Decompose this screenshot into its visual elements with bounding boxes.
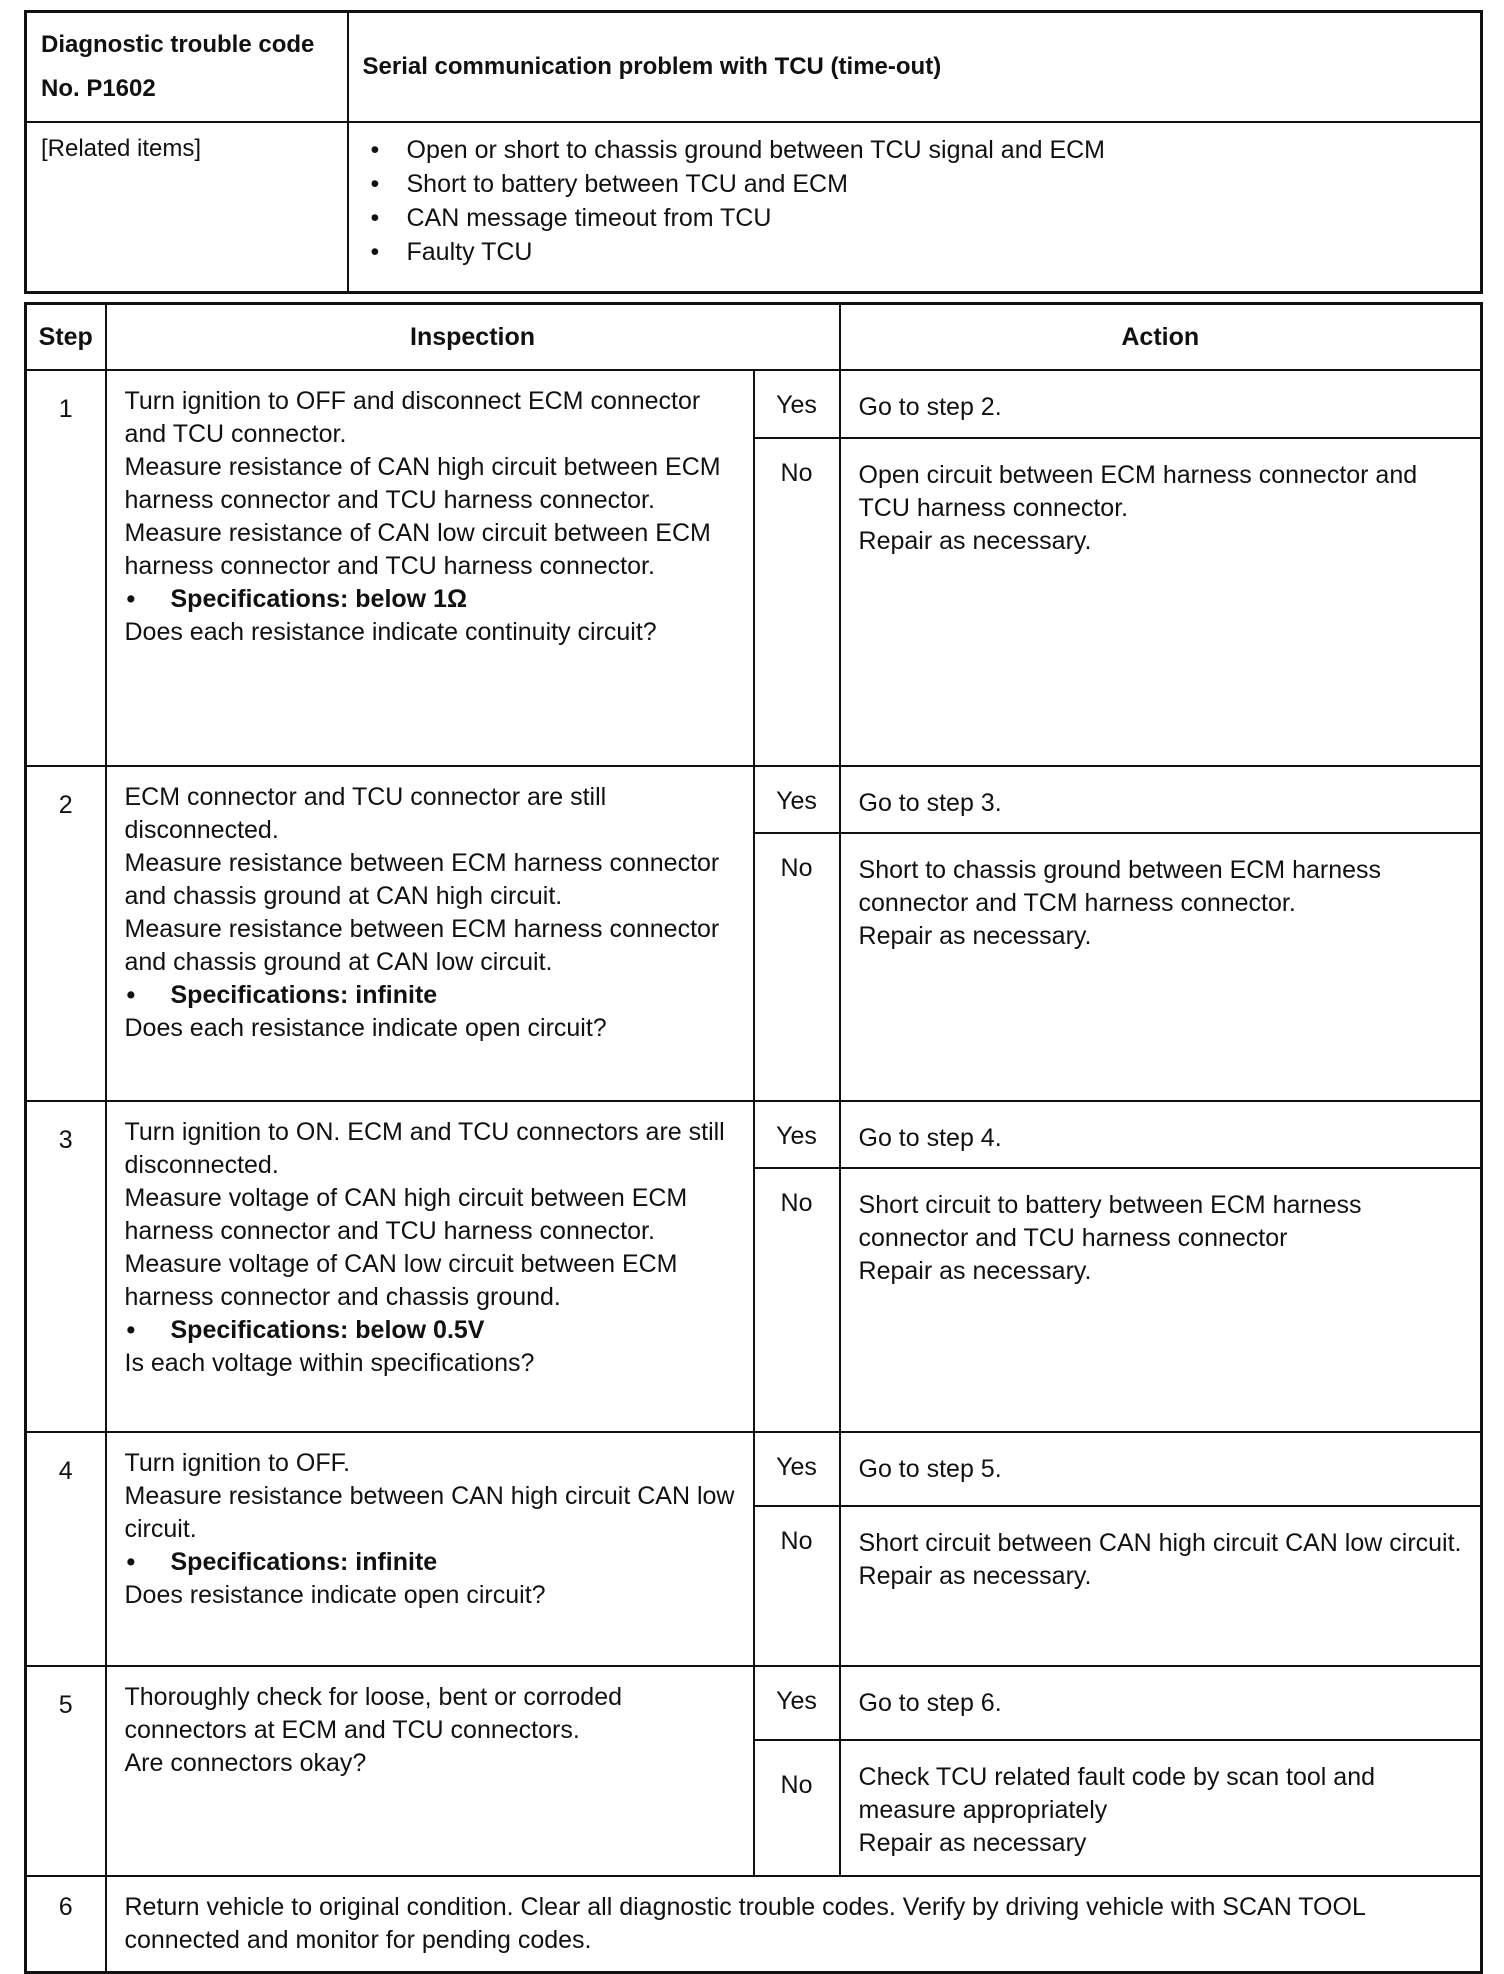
no-label: No (754, 1168, 840, 1432)
no-label: No (754, 438, 840, 766)
inspection-question: Is each voltage within specifications? (124, 1349, 535, 1377)
related-item: • Open or short to chassis ground between TCU signal and ECM (363, 133, 1467, 167)
step-number: 6 (26, 1876, 106, 1973)
dtc-title: Serial communication problem with TCU (time-out) (348, 12, 1482, 123)
step-number: 2 (26, 766, 106, 1101)
specification: • Specifications: infinite (125, 979, 739, 1012)
related-item: • Faulty TCU (363, 235, 1467, 269)
yes-action: Go to step 4. (840, 1101, 1482, 1168)
yes-label: Yes (754, 370, 840, 438)
related-items-list (363, 133, 1467, 269)
specification: • Specifications: infinite (125, 1546, 739, 1579)
column-header-step: Step (26, 304, 106, 371)
related-items-label: [Related items] (26, 122, 348, 292)
action-line: Repair as necessary. (858, 1257, 1092, 1285)
dtc-code-number: No. P1602 (41, 75, 156, 102)
step-number: 1 (26, 370, 106, 766)
action-line: Short to chassis ground between ECM harness connector and TCM harness connector. (858, 856, 1382, 917)
no-action (840, 1740, 1482, 1876)
inspection-line: Turn ignition to OFF. (124, 1449, 351, 1477)
action-line: Short circuit to battery between ECM harness connector and TCU harness connector (858, 1191, 1362, 1252)
dtc-code-label: Diagnostic trouble code (41, 31, 315, 58)
action-line: Repair as necessary (858, 1829, 1087, 1857)
yes-label: Yes (754, 1666, 840, 1740)
yes-action: Go to step 3. (840, 766, 1482, 833)
inspection-line: ECM connector and TCU connector are still disconnected. (124, 783, 607, 844)
inspection-line: Turn ignition to OFF and disconnect ECM connector and TCU connector. (124, 387, 701, 448)
column-header-action: Action (840, 304, 1482, 371)
yes-label: Yes (754, 1101, 840, 1168)
inspection-line: Measure resistance between CAN high circuit CAN low circuit. (124, 1482, 735, 1543)
action-line: Repair as necessary. (858, 1562, 1092, 1590)
inspection-line: Thoroughly check for loose, bent or corroded connectors at ECM and TCU connectors. (124, 1683, 622, 1744)
specification: • Specifications: below 0.5V (125, 1314, 739, 1347)
inspection-line: Measure resistance between ECM harness connector and chassis ground at CAN low circuit. (124, 915, 720, 976)
no-action (840, 438, 1482, 766)
yes-action: Go to step 2. (840, 370, 1482, 438)
step-inspection (106, 1432, 754, 1666)
step-inspection (106, 1666, 754, 1876)
related-items-cell (348, 122, 1482, 292)
inspection-line: Turn ignition to ON. ECM and TCU connectors are still disconnected. (124, 1118, 725, 1179)
final-step-text: Return vehicle to original condition. Clear all diagnostic trouble codes. Verify by driving vehicle with SCAN TOOL connected and monitor for pending codes. (106, 1876, 1482, 1973)
inspection-line: Measure voltage of CAN low circuit between ECM harness connector and chassis ground. (124, 1250, 678, 1311)
action-line: Repair as necessary. (858, 922, 1092, 950)
step-inspection (106, 766, 754, 1101)
dtc-code-cell (26, 12, 348, 123)
inspection-question: Does each resistance indicate continuity circuit? (124, 618, 657, 646)
no-action (840, 1506, 1482, 1666)
no-action (840, 1168, 1482, 1432)
yes-action: Go to step 6. (840, 1666, 1482, 1740)
inspection-line: Are connectors okay? (124, 1749, 367, 1777)
column-header-inspection: Inspection (106, 304, 840, 371)
inspection-question: Does each resistance indicate open circuit? (124, 1014, 607, 1042)
no-label: No (754, 833, 840, 1101)
related-item: • Short to battery between TCU and ECM (363, 167, 1467, 201)
action-line: Check TCU related fault code by scan tool and measure appropriately (858, 1763, 1376, 1824)
specification: • Specifications: below 1Ω (125, 583, 739, 616)
no-label: No (754, 1506, 840, 1666)
step-number: 4 (26, 1432, 106, 1666)
yes-action: Go to step 5. (840, 1432, 1482, 1506)
action-line: Open circuit between ECM harness connector and TCU harness connector. (858, 461, 1418, 522)
action-line: Short circuit between CAN high circuit CAN low circuit. (858, 1529, 1462, 1557)
step-inspection (106, 370, 754, 766)
no-label: No (754, 1740, 840, 1876)
step-inspection (106, 1101, 754, 1432)
inspection-question: Does resistance indicate open circuit? (124, 1581, 546, 1609)
step-number: 3 (26, 1101, 106, 1432)
dtc-header-table (24, 10, 1483, 294)
related-item: • CAN message timeout from TCU (363, 201, 1467, 235)
yes-label: Yes (754, 766, 840, 833)
inspection-table (24, 302, 1483, 1974)
inspection-line: Measure resistance of CAN low circuit between ECM harness connector and TCU harness connector. (124, 519, 711, 580)
inspection-line: Measure resistance between ECM harness connector and chassis ground at CAN high circuit. (124, 849, 720, 910)
yes-label: Yes (754, 1432, 840, 1506)
inspection-line: Measure resistance of CAN high circuit between ECM harness connector and TCU harness connector. (124, 453, 721, 514)
step-number: 5 (26, 1666, 106, 1876)
action-line: Repair as necessary. (858, 527, 1092, 555)
no-action (840, 833, 1482, 1101)
inspection-line: Measure voltage of CAN high circuit between ECM harness connector and TCU harness connector. (124, 1184, 688, 1245)
